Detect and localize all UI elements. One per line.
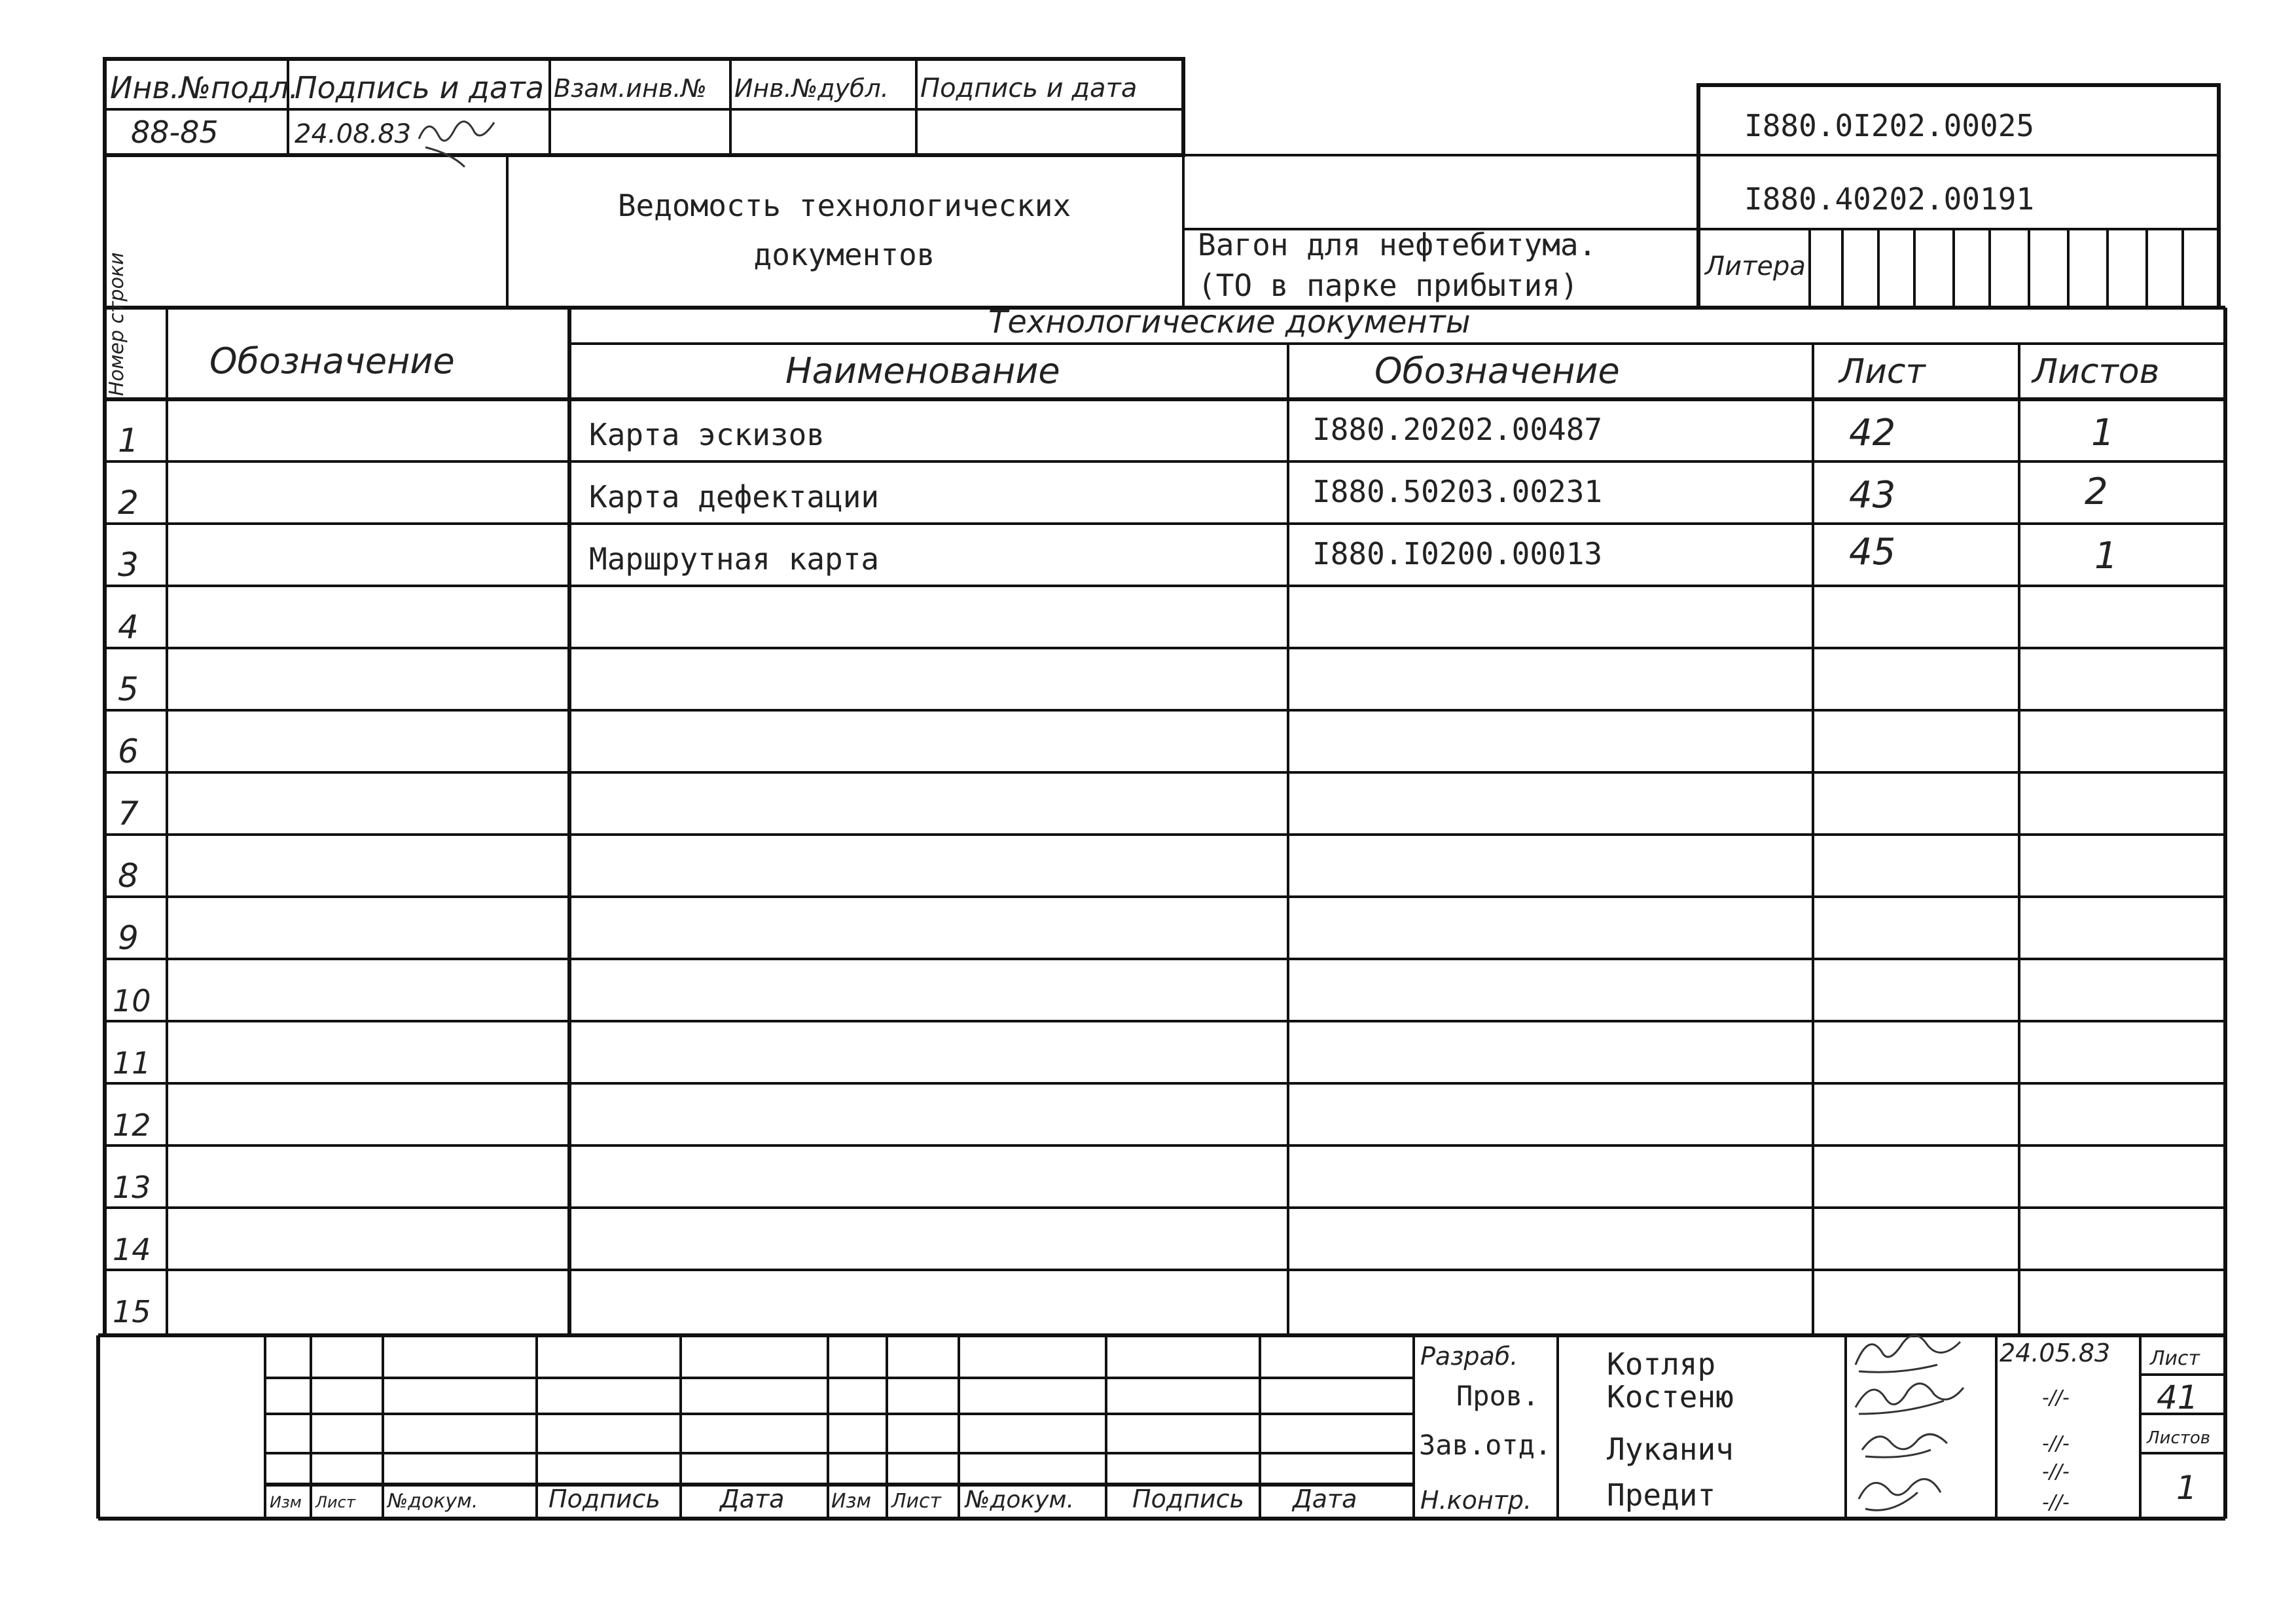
footer-col-izm: Изм <box>270 1493 302 1511</box>
row-no: 3 <box>118 546 139 584</box>
doc-code-1: I880.0I202.00025 <box>1744 108 2035 143</box>
role-norm-control: Н.контр. <box>1420 1486 1532 1515</box>
litera-label: Литера <box>1705 251 1806 281</box>
date-norm-control: -//- <box>2042 1491 2070 1514</box>
row-no: 12 <box>113 1108 151 1143</box>
subject-line2: (ТО в парке прибытия) <box>1198 268 1579 303</box>
signature-dept-head <box>1862 1434 1947 1457</box>
name-norm-control: Предит <box>1607 1477 1716 1513</box>
row-no: 9 <box>118 919 139 957</box>
footer-col-list-2: Лист <box>891 1490 942 1513</box>
row-no: 13 <box>113 1170 151 1205</box>
row-no: 1 <box>118 422 139 460</box>
header-name: Наименование <box>785 350 1060 391</box>
row-name: Карта дефектации <box>589 479 880 514</box>
main-table <box>98 252 2225 1335</box>
doc-title-line2: документов <box>753 237 935 272</box>
row-sheets: 2 <box>2085 471 2108 513</box>
row-sheets: 1 <box>2094 535 2118 577</box>
stamp-header-inv-dubl: Инв.№дубл. <box>734 74 889 103</box>
footer-col-data-2: Дата <box>1293 1485 1357 1513</box>
doc-code-2: I880.40202.00191 <box>1744 181 2035 217</box>
stamp-header-vzam-inv: Взам.инв.№ <box>554 74 707 103</box>
stamp-header-inv-podl: Инв.№подл. <box>110 70 299 105</box>
table-row <box>589 471 2108 516</box>
row-no: 10 <box>113 983 151 1019</box>
footer-col-podpis: Подпись <box>548 1485 660 1513</box>
footer-col-data: Дата <box>720 1485 785 1513</box>
signature-checked <box>1856 1384 1964 1414</box>
row-numbers <box>113 422 151 1329</box>
row-no: 2 <box>118 484 139 522</box>
footer-stamp <box>98 1335 2225 1519</box>
name-dept-head: Луканич <box>1607 1432 1734 1467</box>
footer-col-podpis-2: Подпись <box>1132 1485 1244 1513</box>
signature-developed <box>1856 1335 1960 1372</box>
date-extra: -//- <box>2042 1460 2070 1483</box>
footer-col-ndocum: №докум. <box>387 1490 478 1513</box>
name-checked: Костеню <box>1607 1379 1734 1415</box>
row-code: I880.50203.00231 <box>1312 474 1603 509</box>
subject-line1: Вагон для нефтебитума. <box>1198 227 1597 262</box>
row-no: 14 <box>113 1232 151 1267</box>
row-no: 6 <box>118 732 139 770</box>
stamp-header-signature-date-2: Подпись и дата <box>920 73 1138 103</box>
row-code: I880.I0200.00013 <box>1312 536 1603 571</box>
sheets-label: Листов <box>2147 1428 2211 1448</box>
date-dept-head: -//- <box>2042 1432 2070 1455</box>
row-sheet: 45 <box>1849 531 1896 573</box>
date-developed: 24.05.83 <box>2000 1339 2111 1367</box>
row-name: Маршрутная карта <box>589 541 880 577</box>
footer-col-ndocum-2: №докум. <box>965 1487 1075 1513</box>
stamp-signature <box>419 122 494 167</box>
stamp-header-signature-date: Подпись и дата <box>295 70 545 105</box>
row-no: 11 <box>113 1045 151 1081</box>
row-no: 8 <box>118 857 139 895</box>
footer-col-list: Лист <box>315 1493 355 1511</box>
row-sheet: 42 <box>1849 412 1896 454</box>
doc-title-line1: Ведомость технологических <box>617 188 1071 223</box>
stamp-value-date: 24.08.83 <box>295 119 412 149</box>
top-stamp <box>105 59 1183 167</box>
table-row <box>589 412 2115 454</box>
role-developed: Разраб. <box>1420 1342 1518 1371</box>
row-no: 5 <box>118 670 139 708</box>
header-tech-docs: Технологические документы <box>988 304 1471 340</box>
name-developed: Котляр <box>1607 1346 1716 1382</box>
header-sheets: Листов <box>2032 352 2160 391</box>
row-no: 15 <box>113 1294 151 1329</box>
row-sheet: 43 <box>1849 474 1896 516</box>
sheet-value: 41 <box>2157 1379 2198 1416</box>
row-sheets: 1 <box>2091 412 2115 454</box>
row-no: 7 <box>118 795 139 833</box>
row-name: Карта эскизов <box>589 417 825 452</box>
signature-norm-control <box>1859 1479 1941 1511</box>
role-dept-head: Зав.отд. <box>1419 1429 1552 1461</box>
row-code: I880.20202.00487 <box>1312 412 1603 447</box>
row-no: 4 <box>118 608 139 646</box>
footer-col-izm-2: Изм <box>831 1490 872 1513</box>
role-checked: Пров. <box>1456 1380 1539 1412</box>
header-sheet: Лист <box>1839 352 1926 391</box>
header-designation: Обозначение <box>209 340 455 382</box>
row-lines <box>98 461 2225 1335</box>
table-row <box>589 531 2118 577</box>
date-checked: -//- <box>2042 1386 2070 1409</box>
sheet-label: Лист <box>2150 1347 2200 1370</box>
header-row-no: Номер строки <box>105 252 128 396</box>
title-block <box>105 85 2219 308</box>
stamp-value-inv-podl: 88-85 <box>131 115 219 150</box>
header-doc-designation: Обозначение <box>1374 350 1620 391</box>
sheets-value: 1 <box>2176 1469 2197 1507</box>
